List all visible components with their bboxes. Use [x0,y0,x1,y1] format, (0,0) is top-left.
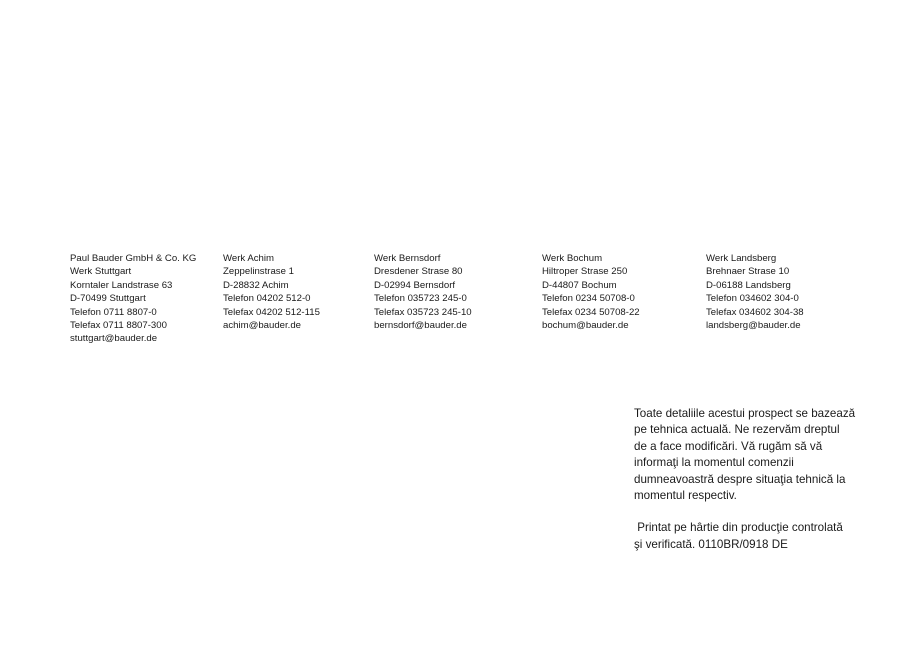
street-address: Korntaler Landstrase 63 [70,279,173,291]
address-block-bochum [542,252,640,332]
street-address: Brehnaer Strase 10 [706,266,790,278]
postal-city: D-44807 Bochum [542,279,617,291]
address-block-stuttgart [70,252,196,346]
postal-city: D-06188 Landsberg [706,279,791,291]
address-block-bernsdorf [374,252,472,332]
email-address: landsberg@bauder.de [706,320,801,332]
email-address: achim@bauder.de [223,320,302,332]
phone-number: Telefon 0711 8807-0 [70,306,157,318]
disclaimer-text [634,406,874,553]
notice-line: momentul respectiv. [634,489,737,503]
fax-number: Telefax 0234 50708-22 [542,306,640,318]
street-address: Dresdener Strase 80 [374,266,463,278]
technical-notice [634,406,874,504]
fax-number: Telefax 034602 304-38 [706,306,804,318]
email-address: stuttgart@bauder.de [70,333,158,345]
postal-city: D-28832 Achim [223,279,289,291]
fax-number: Telefax 035723 245-10 [374,306,472,318]
print-note-line: Printat pe hârtie din producţie controlată [634,521,843,535]
fax-number: Telefax 04202 512-115 [223,306,320,318]
print-note-line: şi verificată. 0110BR/0918 DE [634,537,788,551]
notice-line: dumneavoastră despre situaţia tehnică la [634,472,846,486]
address-block-landsberg [706,252,804,332]
notice-line: Toate detaliile acestui prospect se bazează [634,407,856,420]
email-address: bochum@bauder.de [542,320,629,332]
plant-name: Werk Achim [223,253,274,264]
street-address: Hiltroper Strase 250 [542,266,628,278]
postal-city: D-70499 Stuttgart [70,293,146,305]
postal-city: D-02994 Bernsdorf [374,279,456,291]
plant-name: Werk Landsberg [706,253,777,264]
phone-number: Telefon 0234 50708-0 [542,293,635,305]
phone-number: Telefon 035723 245-0 [374,293,467,305]
phone-number: Telefon 04202 512-0 [223,293,311,305]
email-address: bernsdorf@bauder.de [374,320,467,332]
phone-number: Telefon 034602 304-0 [706,293,799,305]
plant-name: Werk Stuttgart [70,266,132,278]
fax-number: Telefax 0711 8807-300 [70,320,167,332]
notice-line: de a face modificări. Vă rugăm să vă [634,439,823,453]
street-address: Zeppelinstrase 1 [223,266,294,278]
plant-name: Werk Bernsdorf [374,253,441,264]
notice-line: pe tehnica actuală. Ne rezervăm dreptul [634,423,840,437]
plant-name: Werk Bochum [542,253,603,264]
print-note [634,520,874,553]
address-block-achim [223,252,320,332]
notice-line: informaţi la momentul comenzii [634,456,794,470]
company-name: Paul Bauder GmbH & Co. KG [70,253,197,264]
